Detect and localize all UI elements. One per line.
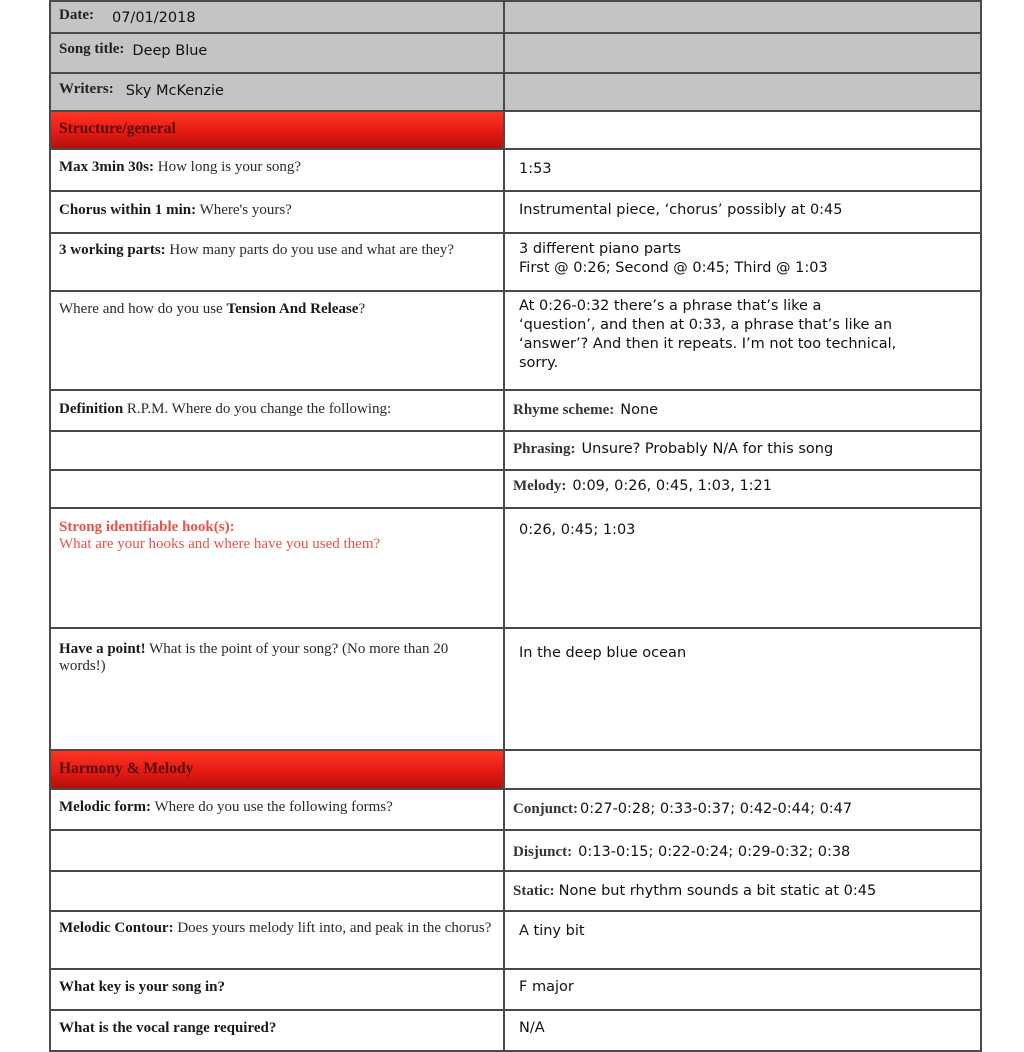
contour-answer[interactable]: A tiny bit bbox=[504, 911, 981, 969]
definition-question-text: R.P.M. Where do you change the following: bbox=[123, 401, 392, 417]
worksheet-table bbox=[49, 0, 982, 1052]
point-question-bold: Have a point! bbox=[59, 641, 146, 657]
section-harmony-row bbox=[50, 750, 981, 789]
phrasing-value: Unsure? Probably N/A for this song bbox=[581, 441, 834, 457]
parts-question-bold: 3 working parts: bbox=[59, 242, 166, 258]
vocal-range-answer[interactable]: N/A bbox=[504, 1010, 981, 1051]
contour-question bbox=[50, 911, 504, 969]
song-title-label: Song title: bbox=[59, 41, 125, 57]
date-value: 07/01/2018 bbox=[111, 10, 196, 26]
melody-cell[interactable] bbox=[504, 470, 981, 508]
song-title-row bbox=[50, 33, 981, 73]
conjunct-label: Conjunct: bbox=[513, 801, 579, 817]
date-label: Date: bbox=[59, 7, 94, 23]
point-question-text: What is the point of your song? (No more than 20 words!) bbox=[59, 641, 449, 674]
hooks-row bbox=[50, 508, 981, 628]
contour-row bbox=[50, 911, 981, 969]
phrasing-label: Phrasing: bbox=[513, 441, 576, 457]
key-question bbox=[50, 969, 504, 1010]
song-title-blank-cell bbox=[504, 33, 981, 73]
disjunct-row bbox=[50, 830, 981, 871]
hooks-question-text: What are your hooks and where have you used them? bbox=[59, 536, 381, 552]
vocal-range-question bbox=[50, 1010, 504, 1051]
point-row bbox=[50, 628, 981, 750]
melody-label: Melody: bbox=[513, 478, 567, 494]
tension-question-end: ? bbox=[358, 301, 366, 317]
tension-question-text: Where and how do you use bbox=[59, 301, 227, 317]
key-question-bold: What key is your song in? bbox=[59, 979, 226, 995]
section-harmony-blank bbox=[504, 750, 981, 789]
rhyme-scheme-cell[interactable] bbox=[504, 390, 981, 431]
song-title-value: Deep Blue bbox=[132, 43, 208, 59]
chorus-question-bold: Chorus within 1 min: bbox=[59, 202, 197, 218]
phrasing-row bbox=[50, 431, 981, 470]
conjunct-value: 0:27-0:28; 0:33-0:37; 0:42-0:44; 0:47 bbox=[580, 801, 853, 817]
static-value: None but rhythm sounds a bit static at 0:45 bbox=[558, 883, 877, 899]
chorus-answer[interactable]: Instrumental piece, ‘chorus’ possibly at 0:45 bbox=[504, 191, 981, 233]
definition-question bbox=[50, 390, 504, 431]
contour-question-bold: Melodic Contour: bbox=[59, 920, 174, 936]
melody-blank-cell bbox=[50, 470, 504, 508]
parts-question-text: How many parts do you use and what are they? bbox=[165, 242, 454, 258]
static-label: Static: bbox=[513, 883, 555, 899]
section-structure-row bbox=[50, 111, 981, 149]
definition-question-bold: Definition bbox=[59, 401, 124, 417]
disjunct-blank-cell bbox=[50, 830, 504, 871]
chorus-row bbox=[50, 191, 981, 233]
point-question bbox=[50, 628, 504, 750]
length-question-text: How long is your song? bbox=[154, 159, 302, 175]
hooks-answer[interactable]: 0:26, 0:45; 1:03 bbox=[504, 508, 981, 628]
parts-question bbox=[50, 233, 504, 291]
length-row bbox=[50, 149, 981, 191]
writers-value: Sky McKenzie bbox=[125, 83, 224, 99]
tension-question-bold: Tension And Release bbox=[226, 301, 359, 317]
melody-value: 0:09, 0:26, 0:45, 1:03, 1:21 bbox=[572, 478, 773, 494]
hooks-question bbox=[50, 508, 504, 628]
melodic-form-question bbox=[50, 789, 504, 830]
writers-label: Writers: bbox=[59, 81, 114, 97]
date-row bbox=[50, 1, 981, 33]
melodic-form-question-text: Where do you use the following forms? bbox=[151, 799, 393, 815]
melody-row bbox=[50, 470, 981, 508]
key-answer[interactable]: F major bbox=[504, 969, 981, 1010]
phrasing-blank-cell bbox=[50, 431, 504, 470]
writers-blank-cell bbox=[504, 73, 981, 111]
static-blank-cell bbox=[50, 871, 504, 911]
date-blank-cell bbox=[504, 1, 981, 33]
parts-answer-line2: First @ 0:26; Second @ 0:45; Third @ 1:03 bbox=[519, 260, 828, 276]
section-structure-header: Structure/general bbox=[50, 111, 504, 149]
length-question bbox=[50, 149, 504, 191]
disjunct-cell[interactable] bbox=[504, 830, 981, 871]
length-question-bold: Max 3min 30s: bbox=[59, 159, 154, 175]
static-cell[interactable] bbox=[504, 871, 981, 911]
disjunct-value: 0:13-0:15; 0:22-0:24; 0:29-0:32; 0:38 bbox=[578, 844, 851, 860]
writers-row bbox=[50, 73, 981, 111]
disjunct-label: Disjunct: bbox=[513, 844, 573, 860]
chorus-question-text: Where's yours? bbox=[196, 202, 292, 218]
melodic-form-row bbox=[50, 789, 981, 830]
tension-question bbox=[50, 291, 504, 390]
date-cell bbox=[50, 1, 504, 33]
definition-row bbox=[50, 390, 981, 431]
contour-question-text: Does yours melody lift into, and peak in the chorus? bbox=[173, 920, 492, 936]
chorus-question bbox=[50, 191, 504, 233]
section-harmony-header: Harmony & Melody bbox=[50, 750, 504, 789]
parts-answer[interactable] bbox=[504, 233, 981, 291]
conjunct-cell[interactable] bbox=[504, 789, 981, 830]
song-title-cell bbox=[50, 33, 504, 73]
key-row bbox=[50, 969, 981, 1010]
tension-row bbox=[50, 291, 981, 390]
vocal-range-question-bold: What is the vocal range required? bbox=[59, 1020, 277, 1036]
hooks-question-title: Strong identifiable hook(s): bbox=[59, 519, 235, 535]
melodic-form-question-bold: Melodic form: bbox=[59, 799, 152, 815]
point-answer[interactable]: In the deep blue ocean bbox=[504, 628, 981, 750]
length-answer[interactable]: 1:53 bbox=[504, 149, 981, 191]
section-structure-blank bbox=[504, 111, 981, 149]
vocal-range-row bbox=[50, 1010, 981, 1051]
parts-row bbox=[50, 233, 981, 291]
phrasing-cell[interactable] bbox=[504, 431, 981, 470]
rhyme-scheme-label: Rhyme scheme: bbox=[513, 402, 615, 418]
song-review-worksheet bbox=[49, 0, 972, 1052]
writers-cell bbox=[50, 73, 504, 111]
static-row bbox=[50, 871, 981, 911]
parts-answer-line1: 3 different piano parts bbox=[519, 241, 682, 257]
tension-answer[interactable]: At 0:26-0:32 there’s a phrase that’s like a ‘question’, and then at 0:33, a phrase that’s like an ‘answer’? And then it repeats. I’m not too technical, sorry. bbox=[504, 291, 981, 390]
rhyme-scheme-value: None bbox=[620, 402, 659, 418]
